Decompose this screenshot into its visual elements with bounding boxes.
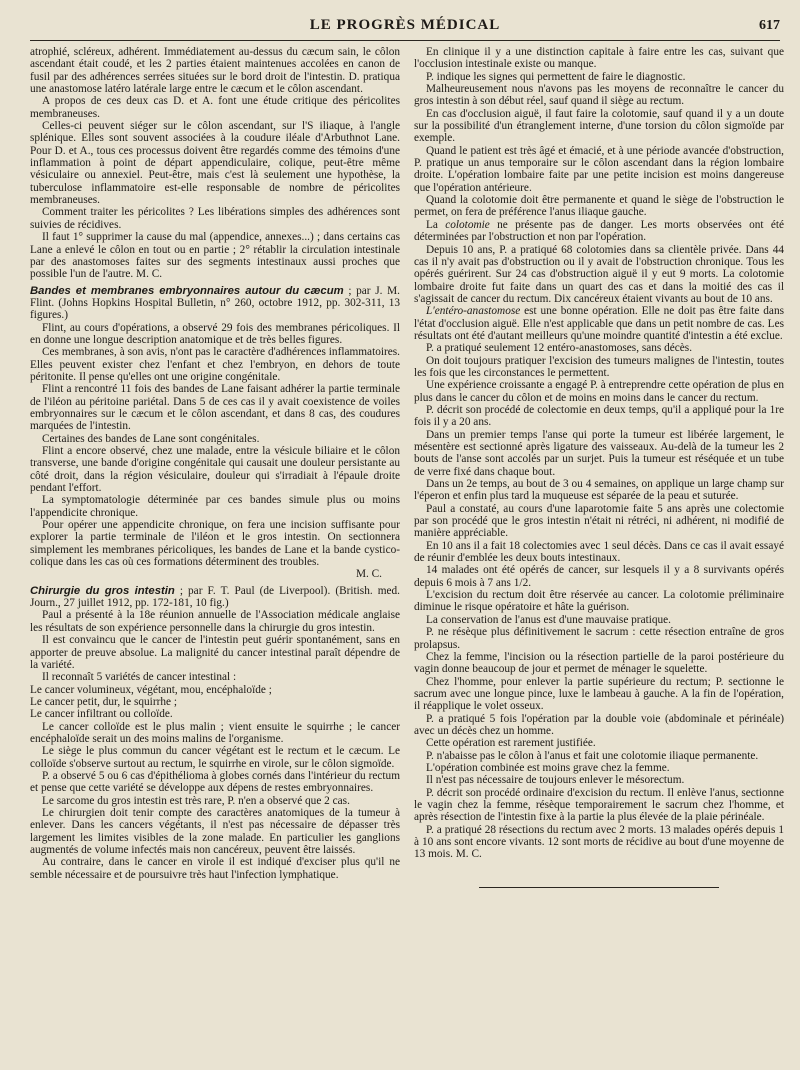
italic-term: colotomie: [445, 218, 490, 231]
paragraph: Cette opération est rarement justifiée.: [426, 737, 596, 750]
paragraph: La symptomatologie déterminée par ces bandes simule plus ou moins l'appendicite chronique.: [30, 494, 400, 519]
section-reference: ; par F. T. Paul (de Liverpool). (British. med. Journ., 27 juillet 1912, pp. 172-181, 10 fig.): [30, 584, 400, 610]
paragraph: 14 malades ont été opérés de cancer, sur lesquels il y a 8 survivants opérés depuis 6 mois à 7 ans 1/2.: [414, 564, 784, 589]
paragraph: Celles-ci peuvent siéger sur le côlon ascendant, sur l'S iliaque, à l'angle splénique. Elles sont souvent associées à la coudure iléale d'Arbuthnot Lane. Pour D. et A., tous ces processus doivent être regardés comme des témoins d'une inflammation à point de départ appendiculaire, colique, peut-être même vésiculaire ou annexiel. Peut-être, mais c'est là seulement une hypothèse, la tuberculose inflammatoire est-elle responsable de nombre de péricolites membraneuses.: [30, 120, 400, 207]
paragraph: [30, 231, 400, 280]
left-column: [30, 46, 400, 888]
section-reference: ; par J. M. Flint. (Johns Hopkins Hospital Bulletin, n° 260, octobre 1912, pp. 302-311, 13 figures.): [30, 284, 400, 322]
paragraph: Le chirurgien doit tenir compte des caractères anatomiques de la tumeur à enlever. Dans les cancers végétants, il n'est pas nécessaire de dépasser très largement les limites visibles de la zone malade. En particulier les ganglions augmentés de volume infectés mais non cancéreux, peuvent être laissés.: [30, 806, 400, 856]
divider-line: [479, 887, 719, 888]
paragraph: Dans un premier temps l'anse qui porte la tumeur est libérée largement, le mésentère est sectionné après ligature des vaisseaux. Au-delà de la tumeur les 2 bouts de l'anse sont accolés par un surjet. Puis la tumeur est réséquée et un tube de verre fixé dans chaque bout.: [414, 428, 784, 478]
paragraph: Depuis 10 ans, P. a pratiqué 68 colotomies dans sa clientèle privée. Dans 44 cas il n'y avait pas d'obstruction ou il y avait de l'obstruction chronique. Tous les opérés guérirent. Sur 24 cas d'obstruction aiguë il y eut 9 morts. La colotomie lombaire droite fut faite dans un quart des cas et dans la moitié des cas il s'agissait de cancer du rectum. Dix cancéreux étaient vivants au bout de 10 ans.: [414, 243, 784, 305]
paragraph: Flint a rencontré 11 fois des bandes de Lane faisant adhérer la partie terminale de l'iléon au péritoine pariétal. Dans 5 de ces cas il y avait coexistence de voiles embryonnaires sur le cæcum et le côlon ascendant, et dans 8 cas, des coudures marquées de l'intestin.: [30, 383, 400, 433]
paragraph: Quand le patient est très âgé et émacié, et à une période avancée d'obstruction, P. pratique un anus temporaire sur le côlon ascendant dans la région lombaire droite. L'opération lombaire faite par une petite incision est moins dangereuse que l'opération antérieure.: [414, 144, 784, 194]
paragraph: En clinique il y a une distinction capitale à faire entre les cas, suivant que l'occlusion intestinale existe ou manque.: [414, 46, 784, 71]
paragraph: Quand la colotomie doit être permanente et quand le siège de l'obstruction le permet, on fera de préférence l'anus iliaque gauche.: [414, 194, 784, 219]
paragraph: Paul a constaté, au cours d'une laparotomie faite 5 ans après une colectomie par son procédé que le gros intestin n'était ni rétréci, ni adhérent, ni modifié de manière appréciable.: [414, 502, 784, 540]
paragraph: La conservation de l'anus est d'une mauvaise pratique.: [426, 613, 671, 626]
section-divider: [414, 887, 784, 888]
signature: M. C.: [455, 848, 482, 861]
paragraph: P. décrit son procédé ordinaire d'excision du rectum. Il enlève l'anus, sectionne le vagin chez la femme, résèque temporairement le sacrum chez l'homme, et après résection de l'intestin fixe à la partie la plus élevée de la plaie périnéale.: [414, 786, 784, 824]
list-item: Le cancer volumineux, végétant, mou, encéphaloïde ;: [30, 683, 272, 696]
list-item: Le cancer petit, dur, le squirrhe ;: [30, 695, 177, 708]
paragraph: Ces membranes, à son avis, n'ont pas le caractère d'adhérences inflammatoires. Elles peuvent exister chez l'enfant et chez l'embryon, en dehors de toute péritonite. Il pense qu'elles ont une origine congénitale.: [30, 346, 400, 383]
signature: M. C.: [136, 268, 163, 281]
paragraph: Malheureusement nous n'avons pas les moyens de reconnaître le cancer du gros intestin à son début réel, sauf quand il siège au rectum.: [414, 83, 784, 108]
text: est une bonne opération. Elle ne doit pas être faite dans l'état d'occlusion aiguë. Elle n'est applicable que dans un petit nombre de cas. Les résultats ont été d'autant meilleurs qu'une moindre quantité d'intestin a été exclue.: [414, 305, 784, 342]
section-title: Bandes et membranes embryonnaires autour du cæcum: [30, 284, 344, 297]
paragraph: En cas d'occlusion aiguë, il faut faire la colotomie, sauf quand il y a un doute sur la possibilité d'un étranglement interne, d'une torsion du côlon sigmoïde par exemple.: [414, 107, 784, 145]
section-heading: [30, 285, 400, 322]
section-heading: [30, 585, 400, 610]
paragraph: Chez l'homme, pour enlever la partie supérieure du rectum; P. sectionne le sacrum avec une longue pince, luxe le lambeau à gauche. A la fin de l'opération, il réapplique le volet osseux.: [414, 675, 784, 713]
paragraph: Le siège le plus commun du cancer végétant est le rectum et le cæcum. Le colloïde s'observe surtout au rectum, le squirrhe en virole, sur le côlon sigmoïde.: [30, 745, 400, 770]
paragraph: Certaines des bandes de Lane sont congénitales.: [42, 432, 260, 445]
paragraph: P. indique les signes qui permettent de faire le diagnostic.: [426, 70, 686, 83]
article-columns: [30, 46, 784, 888]
paragraph: L'excision du rectum doit être réservée au cancer. La colotomie préliminaire diminue le risque opératoire et hâte la guérison.: [414, 589, 784, 614]
paragraph: Flint, au cours d'opérations, a observé 29 fois des membranes péricoliques. Il en donne une longue description anatomique et de très belles figures.: [30, 321, 400, 346]
paragraph: P. n'abaisse pas le côlon à l'anus et fait une colotomie iliaque permanente.: [426, 749, 759, 762]
paragraph: En 10 ans il a fait 18 colectomies avec 1 seul décès. Dans ce cas il avait essayé de réunir d'emblée les deux bouts intestinaux.: [414, 539, 784, 565]
page-header: [30, 14, 780, 41]
paragraph: Il reconnaît 5 variétés de cancer intestinal :: [42, 671, 237, 684]
list-item: Le cancer infiltrant ou colloïde.: [30, 708, 173, 721]
paragraph: Il est convaincu que le cancer de l'intestin peut guérir spontanément, sans en apporter de preuve absolue. La malignité du cancer intestinal paraît dépendre de la variété.: [30, 634, 400, 671]
paragraph: P. ne résèque plus définitivement le sacrum : cette résection entraîne de gros prolapsus.: [414, 626, 784, 651]
paragraph: [414, 219, 784, 244]
paragraph: Une expérience croissante a engagé P. à entreprendre cette opération de plus en plus dans le cancer du côlon et de moins en moins dans le cancer du rectum.: [414, 379, 784, 404]
section-title: Chirurgie du gros intestin: [30, 584, 175, 597]
paragraph-text: Il faut 1° supprimer la cause du mal (appendice, annexes...) ; dans certains cas Lane a enlevé le côlon en tout ou en partie ; 2° rétablir la circulation intestinale par des anastomoses faites sur des segments intestinaux aussi proches que possible l'un de l'autre.: [30, 231, 400, 281]
paragraph: On doit toujours pratiquer l'excision des tumeurs malignes de l'intestin, toutes les fois que les circonstances le permettent.: [414, 354, 784, 379]
paragraph-text: P. a pratiqué 28 résections du rectum avec 2 morts. 13 malades opérés depuis 1 à 10 ans sont encore vivants. 12 sont morts de récidive au bout d'une moyenne de 13 mois.: [414, 823, 784, 861]
paragraph: A propos de ces deux cas D. et A. font une étude critique des péricolites membraneuses.: [30, 95, 400, 120]
italic-term: L'entéro-anastomose: [426, 305, 521, 318]
paragraph: Comment traiter les péricolites ? Les libérations simples des adhérences sont suivies de récidives.: [30, 206, 400, 231]
page-number: 617: [759, 18, 780, 33]
paragraph: [414, 305, 784, 342]
right-column: [414, 46, 784, 888]
text: La: [426, 218, 446, 231]
paragraph: atrophié, scléreux, adhérent. Immédiatement au-dessus du cæcum sain, le côlon ascendant était coudé, et les 2 parties étaient maintenues accolées en canon de fusil par des adhérences serrées situées sur le bord droit de l'intestin. D. pratiqua une anastomose latéro latérale large entre le cæcum et le côlon ascendant.: [30, 46, 400, 96]
paragraph: Au contraire, dans le cancer en virole il est indiqué d'exciser plus qu'il ne semble nécessaire et de poursuivre très haut l'infection lymphatique.: [30, 856, 400, 881]
paragraph: P. décrit son procédé de colectomie en deux temps, qu'il a appliqué pour la 1re fois il y a 20 ans.: [414, 403, 784, 429]
journal-title: LE PROGRÈS MÉDICAL: [309, 17, 501, 33]
paragraph: P. a pratiqué 5 fois l'opération par la double voie (abdominale et périnéale) avec un décès chez un homme.: [414, 712, 784, 737]
paragraph: L'opération combinée est moins grave chez la femme.: [426, 761, 670, 774]
paragraph: Chez la femme, l'incision ou la résection partielle de la paroi postérieure du vagin donne beaucoup de jour et permet de ménager le squelette.: [414, 650, 784, 676]
paragraph: Le sarcome du gros intestin est très rare, P. n'en a observé que 2 cas.: [42, 794, 350, 807]
paragraph: Paul a présenté à la 18e réunion annuelle de l'Association médicale anglaise les résultats de son expérience personnelle dans la chirurgie du gros intestin.: [30, 609, 400, 634]
signature: M. C.: [355, 568, 382, 581]
paragraph: [414, 824, 784, 861]
paragraph: Le cancer colloïde est le plus malin ; vient ensuite le squirrhe ; le cancer encéphaloïde serait un des moins malins de l'organisme.: [30, 720, 400, 745]
paragraph: Pour opérer une appendicite chronique, on fera une incision suffisante pour explorer la partie terminale de l'iléon et le gros intestin. On sectionnera simplement les membranes péricoliques, les bandes de Lane et la bande cystico-colique dans les cas où ces formations déterminent des troubles.: [30, 519, 400, 569]
paragraph: Il n'est pas nécessaire de toujours enlever le mésorectum.: [426, 774, 685, 787]
paragraph: P. a observé 5 ou 6 cas d'épithélioma à globes cornés dans l'intérieur du rectum et pense que cette variété se développe aux dépens de restes embryonnaires.: [30, 769, 400, 795]
paragraph: Dans un 2e temps, au bout de 3 ou 4 semaines, on applique un large champ sur l'éperon et enfin plus tard la muqueuse est séparée de la peau et suturée.: [414, 478, 784, 503]
text: ne présente pas de danger. Les morts observées ont été déterminées par l'obstruction et non par l'opération.: [414, 218, 784, 244]
paragraph: P. a pratiqué seulement 12 entéro-anastomoses, sans décès.: [426, 342, 693, 355]
paragraph: Flint a encore observé, chez une malade, entre la vésicule biliaire et le côlon transverse, une bande d'origine congénitale qui causait une douleur persistante au côté droit, dans la région vésiculaire, douleur qui s'irradiait à l'épaule droite pendant l'effort.: [30, 445, 400, 495]
